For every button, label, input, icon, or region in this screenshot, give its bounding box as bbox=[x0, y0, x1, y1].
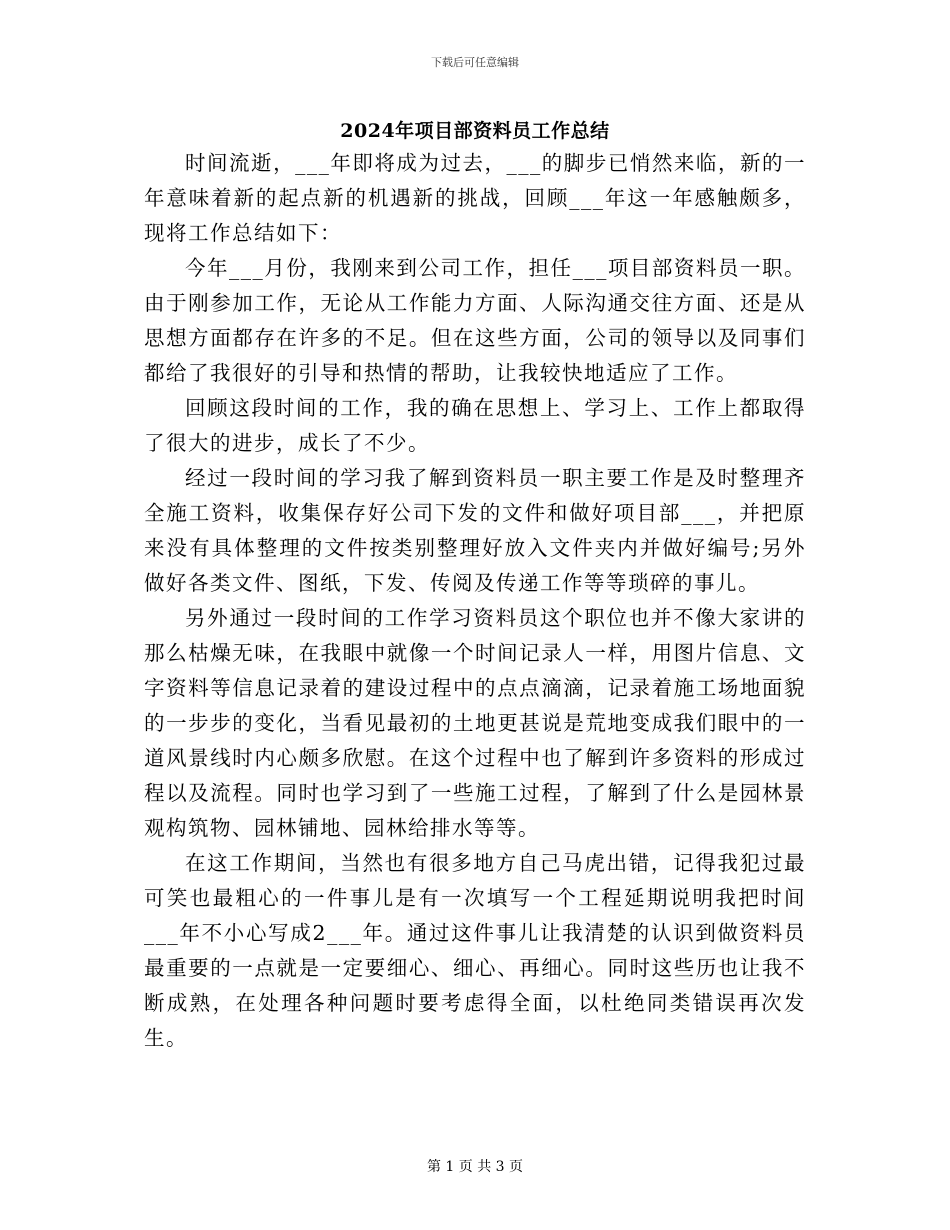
paragraph-start-job: 今年___月份，我刚来到公司工作，担任___项目部资料员一职。由于刚参加工作，无论从工作能力方面、人际沟通交往方面、还是从思想方面都存在许多的不足。但在这些方面，公司的领导以及同事们都给了我很好的引导和热情的帮助，让我较快地适应了工作。 bbox=[144, 256, 806, 385]
document-title: 2024年项目部资料员工作总结 bbox=[340, 120, 610, 142]
header-note: 下载后可任意编辑 bbox=[431, 56, 519, 69]
paragraph-duties: 经过一段时间的学习我了解到资料员一职主要工作是及时整理齐全施工资料，收集保存好公司下发的文件和做好项目部___，并把原来没有具体整理的文件按类别整理好放入文件夹内并做好编号;另外做好各类文件、图纸，下发、传阅及传递工作等等琐碎的事儿。 bbox=[144, 466, 806, 595]
paragraph-intro: 时间流逝，___年即将成为过去，___的脚步已悄然来临，新的一年意味着新的起点新的机遇新的挑战，回顾___年这一年感触颇多，现将工作总结如下： bbox=[144, 151, 806, 245]
document-body bbox=[144, 146, 806, 1056]
page-number: 第 1 页 共 3 页 bbox=[426, 1159, 524, 1175]
paragraph-mistake: 在这工作期间，当然也有很多地方自己马虎出错，记得我犯过最可笑也最粗心的一件事儿是有一次填写一个工程延期说明我把时间___年不小心写成2___年。通过这件事儿让我清楚的认识到做资料员最重要的一点就是一定要细心、细心、再细心。同时这些历也让我不断成熟，在处理各种问题时要考虑得全面，以杜绝同类错误再次发生。 bbox=[144, 851, 806, 1050]
paragraph-learning: 另外通过一段时间的工作学习资料员这个职位也并不像大家讲的那么枯燥无味，在我眼中就像一个时间记录人一样，用图片信息、文字资料等信息记录着的建设过程中的点点滴滴，记录着施工场地面貌的一步步的变化，当看见最初的土地更甚说是荒地变成我们眼中的一道风景线时内心颇多欣慰。在这个过程中也了解到许多资料的形成过程以及流程。同时也学习到了一些施工过程，了解到了什么是园林景观构筑物、园林铺地、园林给排水等等。 bbox=[144, 606, 806, 840]
paragraph-review: 回顾这段时间的工作，我的确在思想上、学习上、工作上都取得了很大的进步，成长了不少。 bbox=[144, 396, 806, 455]
